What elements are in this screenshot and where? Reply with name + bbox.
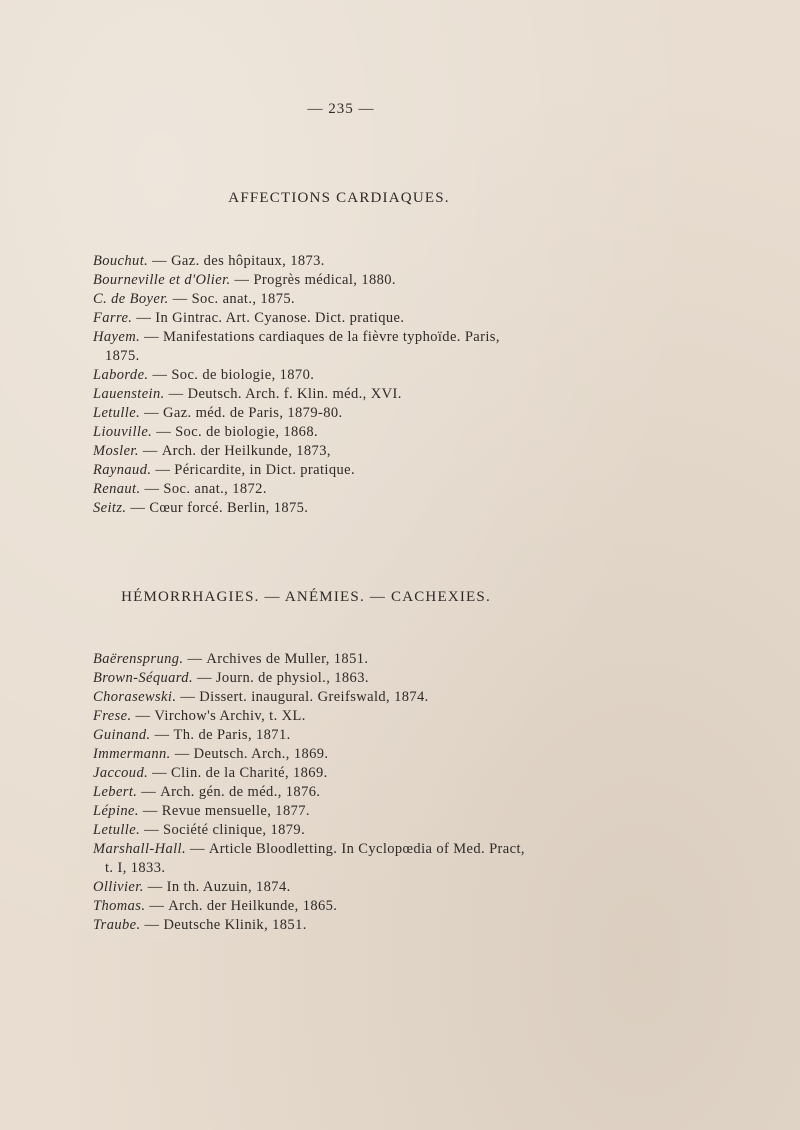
entry-citation: Deutsch. Arch. f. Klin. méd., XVI.: [187, 386, 402, 402]
entry-separator: —: [142, 443, 158, 459]
entry-separator: —: [174, 746, 190, 762]
bibliography-entry: [93, 821, 583, 840]
entry-author: Laborde.: [93, 367, 149, 383]
entry-separator: —: [130, 500, 146, 516]
entry-citation: Gaz. des hôpitaux, 1873.: [171, 253, 325, 269]
entry-author: Traube.: [93, 917, 141, 933]
entry-author: Baërensprung.: [93, 651, 184, 667]
entry-citation: Dissert. inaugural. Greifswald, 1874.: [199, 689, 429, 705]
entry-author: Bouchut.: [93, 253, 149, 269]
entry-author: Marshall-Hall.: [93, 841, 187, 857]
entry-separator: —: [147, 879, 163, 895]
bibliography-entry: [93, 726, 583, 745]
bibliography-entry: [93, 423, 583, 442]
bibliography-entry: [93, 802, 583, 821]
entry-author: Ollivier.: [93, 879, 144, 895]
entry-citation: Soc. de biologie, 1868.: [175, 424, 319, 440]
entry-separator: —: [154, 727, 170, 743]
entry-citation: Arch. der Heilkunde, 1865.: [168, 898, 338, 914]
entry-author: Letulle.: [93, 822, 141, 838]
bibliography-entry: [93, 840, 583, 878]
entry-author: Letulle.: [93, 405, 141, 421]
entry-separator: —: [187, 651, 203, 667]
bibliography-entry: [93, 271, 583, 290]
entry-author: Renaut.: [93, 481, 141, 497]
entry-citation: Cœur forcé. Berlin, 1875.: [149, 500, 309, 516]
entry-author: Mosler.: [93, 443, 139, 459]
bibliography-entry: [93, 707, 583, 726]
entry-author: Frese.: [93, 708, 132, 724]
bibliography-entry: [93, 366, 583, 385]
section-heading-cardiac: AFFECTIONS CARDIAQUES.: [228, 190, 450, 206]
entry-separator: —: [149, 898, 165, 914]
bibliography-entry: [93, 688, 583, 707]
bibliography-entry: [93, 480, 583, 499]
entry-author: Raynaud.: [93, 462, 152, 478]
bibliography-list-hemorrhages: [93, 650, 583, 935]
entry-author: Seitz.: [93, 500, 127, 516]
entry-separator: —: [168, 386, 184, 402]
bibliography-entry: [93, 745, 583, 764]
entry-citation-continuation: t. I, 1833.: [105, 860, 166, 876]
bibliography-entry: [93, 897, 583, 916]
entry-citation: In Gintrac. Art. Cyanose. Dict. pratique.: [155, 310, 405, 326]
bibliography-entry: [93, 461, 583, 480]
bibliography-entry: [93, 669, 583, 688]
entry-separator: —: [144, 329, 159, 345]
entry-separator: —: [172, 291, 188, 307]
entry-author: Brown-Séquard.: [93, 670, 193, 686]
entry-citation: Journ. de physiol., 1863.: [215, 670, 369, 686]
entry-separator: —: [142, 803, 158, 819]
entry-author: Guinand.: [93, 727, 151, 743]
bibliography-entry: [93, 385, 583, 404]
entry-author: Thomas.: [93, 898, 146, 914]
entry-citation: In th. Auzuin, 1874.: [166, 879, 291, 895]
entry-citation: Soc. anat., 1875.: [191, 291, 296, 307]
entry-citation: Clin. de la Charité, 1869.: [171, 765, 328, 781]
page-number: — 235 —: [307, 101, 375, 117]
bibliography-entry: [93, 328, 583, 366]
entry-author: Jaccoud.: [93, 765, 149, 781]
section-heading-hemorrhages: HÉMORRHAGIES. — ANÉMIES. — CACHEXIES.: [121, 589, 491, 605]
entry-citation: Gaz. méd. de Paris, 1879-80.: [163, 405, 343, 421]
entry-author: Lépine.: [93, 803, 139, 819]
bibliography-entry: [93, 309, 583, 328]
entry-citation: Péricardite, in Dict. pratique.: [174, 462, 355, 478]
entry-author: Bourneville et d'Olier.: [93, 272, 231, 288]
entry-author: Hayem.: [93, 329, 141, 345]
bibliography-entry: [93, 252, 583, 271]
entry-author: Chorasewski.: [93, 689, 177, 705]
bibliography-entry: [93, 783, 583, 802]
entry-citation: Progrès médical, 1880.: [253, 272, 396, 288]
entry-separator: —: [196, 670, 212, 686]
entry-separator: —: [152, 367, 168, 383]
entry-separator: —: [190, 841, 205, 857]
bibliography-entry: [93, 442, 583, 461]
entry-separator: —: [141, 784, 157, 800]
entry-separator: —: [135, 708, 151, 724]
bibliography-list-cardiac: [93, 252, 583, 518]
entry-citation: Société clinique, 1879.: [163, 822, 306, 838]
entry-separator: —: [234, 272, 250, 288]
bibliography-entry: [93, 290, 583, 309]
entry-separator: —: [152, 765, 168, 781]
entry-citation: Arch. der Heilkunde, 1873,: [161, 443, 331, 459]
entry-citation: Deutsche Klinik, 1851.: [163, 917, 307, 933]
entry-separator: —: [152, 253, 168, 269]
entry-citation: Arch. gén. de méd., 1876.: [160, 784, 321, 800]
entry-citation: Th. de Paris, 1871.: [173, 727, 291, 743]
bibliography-entry: [93, 764, 583, 783]
entry-citation: Archives de Muller, 1851.: [206, 651, 369, 667]
entry-citation: Revue mensuelle, 1877.: [161, 803, 310, 819]
entry-citation: Deutsch. Arch., 1869.: [193, 746, 329, 762]
entry-author: Immermann.: [93, 746, 171, 762]
entry-separator: —: [144, 917, 160, 933]
entry-separator: —: [144, 822, 160, 838]
entry-citation: Manifestations cardiaques de la fièvre typhoïde. Paris,: [163, 329, 500, 345]
entry-separator: —: [180, 689, 196, 705]
entry-separator: —: [136, 310, 152, 326]
bibliography-entry: [93, 404, 583, 423]
entry-author: Lebert.: [93, 784, 138, 800]
entry-separator: —: [144, 405, 160, 421]
bibliography-entry: [93, 878, 583, 897]
entry-citation: Virchow's Archiv, t. XL.: [154, 708, 306, 724]
entry-citation: Article Bloodletting. In Cyclopœdia of Med. Pract,: [208, 841, 525, 857]
entry-separator: —: [156, 424, 172, 440]
entry-separator: —: [144, 481, 160, 497]
entry-citation-continuation: 1875.: [105, 348, 140, 364]
entry-author: Liouville.: [93, 424, 153, 440]
bibliography-entry: [93, 499, 583, 518]
entry-citation: Soc. de biologie, 1870.: [171, 367, 315, 383]
entry-citation: Soc. anat., 1872.: [163, 481, 267, 497]
entry-separator: —: [155, 462, 171, 478]
entry-author: Lauenstein.: [93, 386, 165, 402]
entry-author: C. de Boyer.: [93, 291, 169, 307]
bibliography-entry: [93, 650, 583, 669]
bibliography-entry: [93, 916, 583, 935]
entry-author: Farre.: [93, 310, 133, 326]
